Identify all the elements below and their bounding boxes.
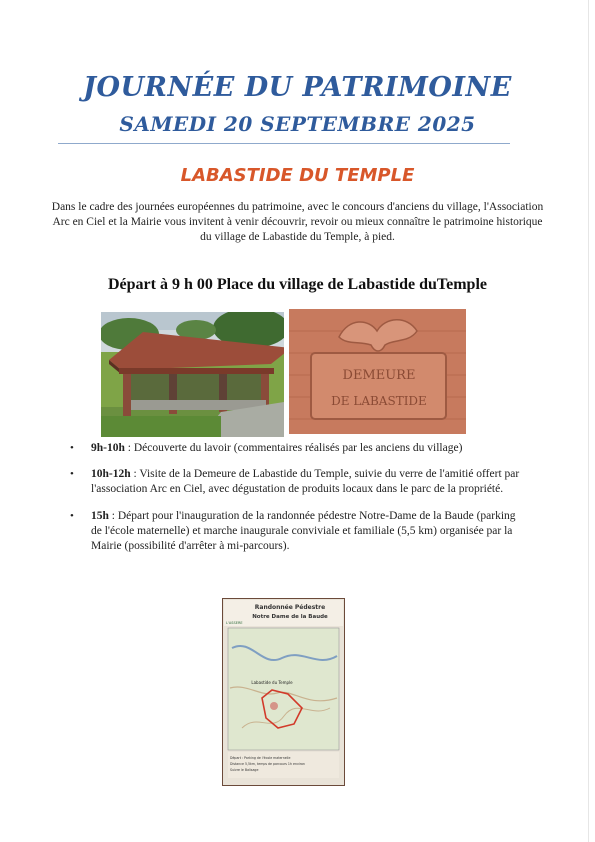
title-divider <box>58 143 510 144</box>
map-town-label: Labastide du Temple <box>251 680 293 685</box>
intro-paragraph: Dans le cadre des journées européennes du patrimoine, avec le concours d'anciens du village, l'Association Arc en Ciel et la Mairie vous invitent à venir découvrir, revoir ou mieux connaître le patrimoine historique du village de Labastide du Temple, à pied. <box>51 201 544 243</box>
hiking-map-poster <box>222 598 345 786</box>
schedule-text: : Découverte du lavoir (commentaires réalisés par les anciens du village) <box>124 442 463 454</box>
map-title-2: Notre Dame de la Baude <box>252 614 328 620</box>
schedule-time: 9h-10h <box>91 442 125 454</box>
demeure-sign-photo <box>289 309 466 434</box>
map-title-1: Randonnée Pédestre <box>254 604 326 611</box>
location-subtitle: LABASTIDE DU TEMPLE <box>180 165 415 186</box>
lavoir-photo <box>101 312 284 437</box>
schedule-item <box>70 509 520 554</box>
schedule-item <box>70 441 520 456</box>
schedule-list <box>70 441 520 565</box>
event-date: SAMEDI 20 SEPTEMBRE 2025 <box>119 112 476 136</box>
bullet-icon: • <box>70 468 74 480</box>
sign-text-line-1: DEMEURE <box>342 368 416 383</box>
sign-text-line-2: DE LABASTIDE <box>331 394 427 408</box>
departure-info: Départ à 9 h 00 Place du village de Labastide duTemple <box>108 276 487 293</box>
schedule-text: : Départ pour l'inauguration de la randonnée pédestre Notre-Dame de la Baude (parking de l'école maternelle) et marche inaugurale conviviale et familiale (5,5 km) organisée par la Mairie (possibilité d'arrêter à mi-parcours). <box>91 510 516 552</box>
schedule-text: : Visite de la Demeure de Labastide du Temple, suivie du verre de l'amitié offert par l'association Arc en Ciel, avec dégustation de produits locaux dans le parc de la propriété. <box>91 468 520 495</box>
page-title: JOURNÉE DU PATRIMOINE <box>83 72 512 103</box>
map-footer-2: Distance 5,5km, temps de parcours 1h environ <box>230 762 305 766</box>
bullet-icon: • <box>70 442 74 454</box>
map-logo: L'ASSERE <box>226 621 243 625</box>
bullet-icon: • <box>70 510 74 522</box>
schedule-item <box>70 467 520 497</box>
map-footer-1: Départ : Parking de l'école maternelle <box>230 756 291 760</box>
schedule-time: 15h <box>91 510 109 522</box>
schedule-time: 10h-12h <box>91 468 131 480</box>
map-footer-3: Suivre le Balisage <box>230 768 259 772</box>
